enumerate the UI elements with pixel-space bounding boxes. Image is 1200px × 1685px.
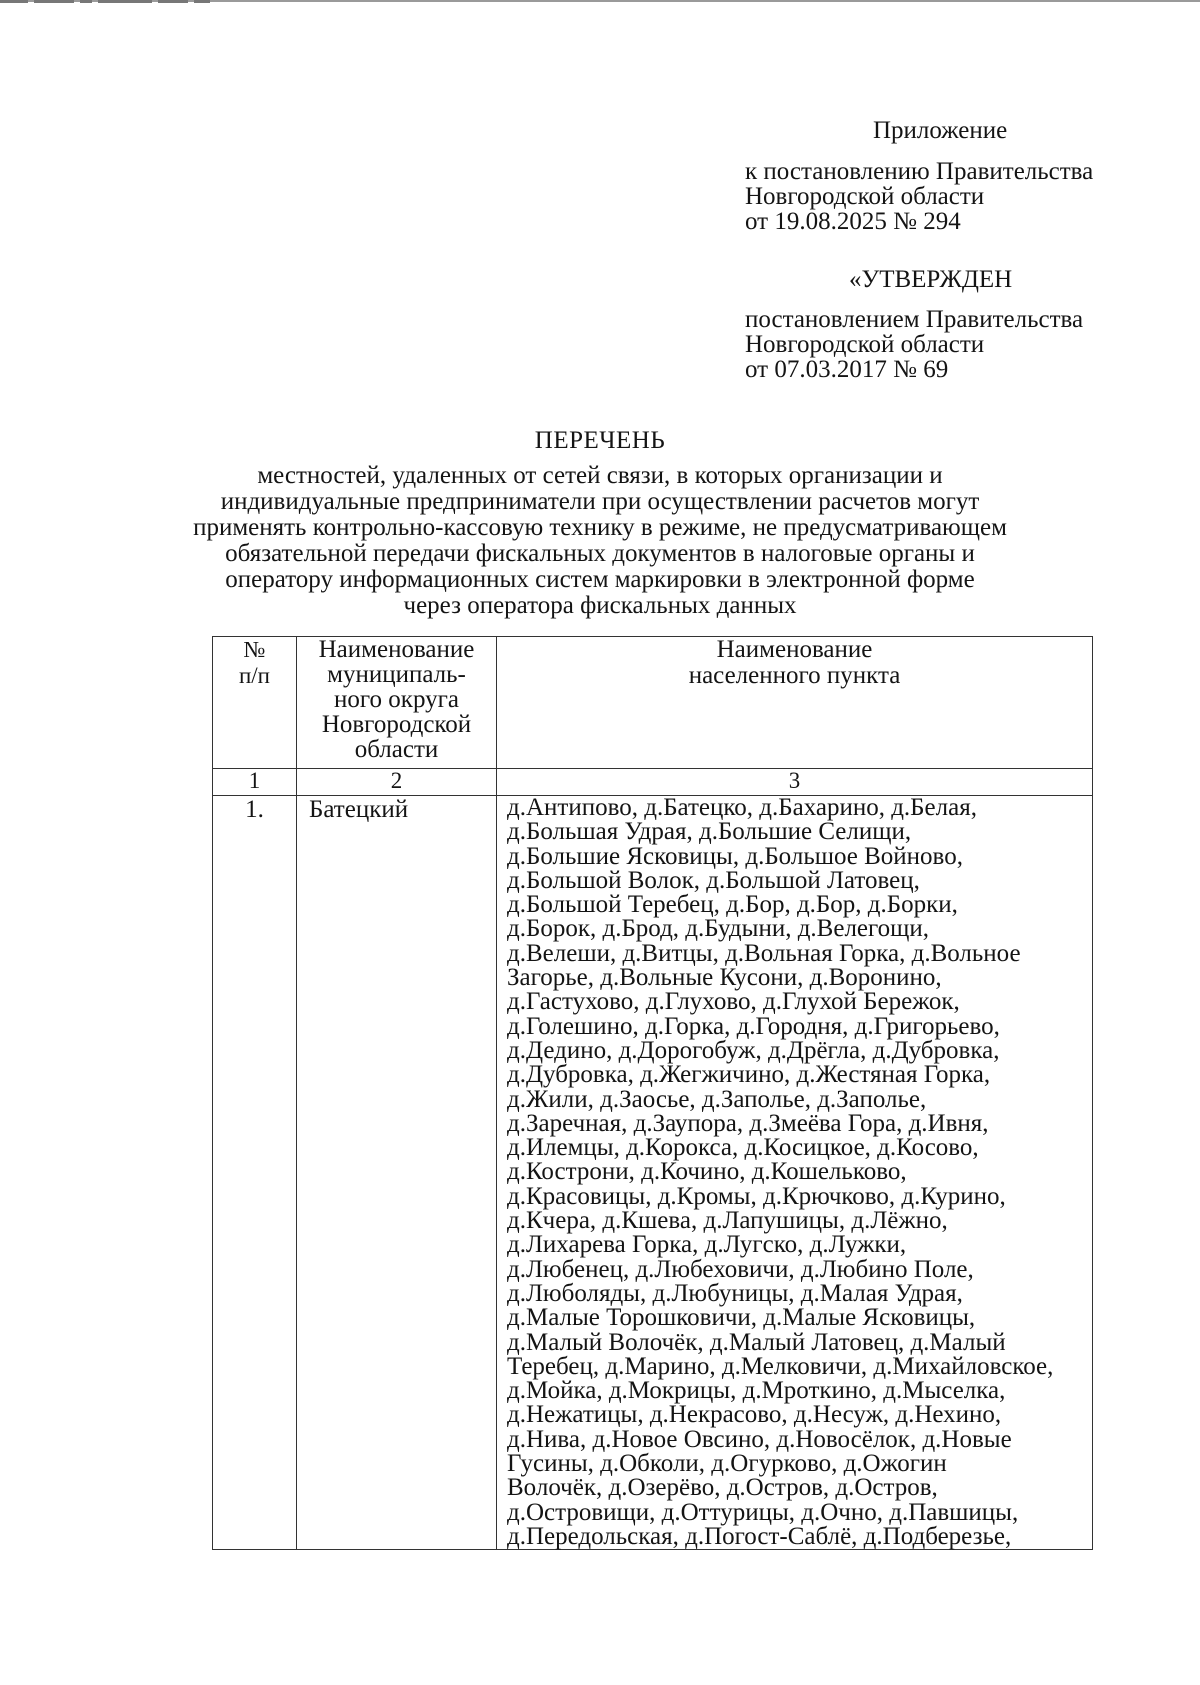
appendix-line: от 19.08.2025 № 294	[745, 208, 961, 235]
settlement-line: д.Антипово, д.Батецко, д.Бахарино, д.Белая,	[507, 794, 977, 821]
header-settlement	[497, 637, 1093, 769]
settlement-line: д.Люболяды, д.Любуницы, д.Малая Удрая,	[507, 1279, 963, 1307]
document-title: ПЕРЕЧЕНЬ	[534, 427, 666, 454]
settlement-line: д.Малые Торошковичи, д.Малые Ясковицы,	[507, 1304, 976, 1332]
column-number: 3	[497, 769, 1093, 796]
appendix-line: Новгородской области	[745, 183, 985, 210]
subtitle-line: местностей, удаленных от сетей связи, в которых организации и	[257, 462, 943, 489]
header-settlement-line: населенного пункта	[688, 662, 901, 689]
approved-title: «УТВЕРЖДЕН	[849, 266, 1013, 293]
header-district	[297, 637, 497, 769]
header-settlement-line: Наименование	[716, 636, 873, 663]
header-district-line: ного округа	[334, 686, 459, 713]
scan-artifact-marks	[0, 0, 260, 4]
row-number: 1.	[213, 796, 297, 1550]
settlement-line: д.Нежатицы, д.Некрасово, д.Несуж, д.Нехино,	[507, 1401, 1002, 1429]
appendix-line: к постановлению Правительства	[745, 158, 1094, 185]
approved-line: от 07.03.2017 № 69	[745, 356, 949, 383]
row-settlements	[497, 796, 1093, 1550]
header-district-line: Наименование	[318, 636, 475, 663]
subtitle-line: обязательной передачи фискальных документов в налоговые органы и	[225, 540, 975, 567]
table-row	[213, 796, 1093, 1550]
document-subtitle	[150, 463, 1050, 619]
column-number-row	[213, 769, 1093, 796]
settlement-line: д.Дубровка, д.Жегжичино, д.Жестяная Горка,	[507, 1061, 991, 1089]
settlement-line: д.Дедино, д.Дорогобуж, д.Дрёгла, д.Дубровка,	[507, 1036, 1000, 1064]
subtitle-line: применять контрольно-кассовую технику в режиме, не предусматривающем	[193, 514, 1007, 541]
settlement-line: д.Гастухово, д.Глухово, д.Глухой Бережок,	[507, 988, 960, 1016]
settlement-line: д.Красовицы, д.Кромы, д.Крючково, д.Курино,	[507, 1182, 1006, 1210]
settlement-line: д.Большие Ясковицы, д.Большое Войново,	[507, 842, 963, 870]
subtitle-line: индивидуальные предприниматели при осуществлении расчетов могут	[220, 488, 980, 515]
settlement-line: Гусины, д.Обколи, д.Огурково, д.Ожогин	[507, 1450, 947, 1478]
settlement-line: д.Борок, д.Брод, д.Будыни, д.Велегощи,	[507, 915, 930, 943]
header-number	[213, 637, 297, 769]
settlement-line: д.Заречная, д.Заупора, д.Змеёва Гора, д.Ивня,	[507, 1109, 989, 1137]
settlement-line: Загорье, д.Вольные Кусони, д.Воронино,	[507, 964, 942, 992]
approved-line: постановлением Правительства	[745, 306, 1084, 333]
approved-line: Новгородской области	[745, 331, 985, 358]
appendix-header	[745, 118, 1165, 382]
header-number-line: п/п	[238, 663, 270, 688]
header-district-line: Новгородской	[321, 711, 472, 738]
header-district-line: области	[354, 736, 439, 763]
subtitle-line: оператору информационных систем маркировки в электронной форме	[225, 566, 975, 593]
settlement-line: д.Мойка, д.Мокрицы, д.Мроткино, д.Мыселка,	[507, 1377, 1006, 1405]
settlement-line: д.Жили, д.Заосье, д.Заполье, д.Заполье,	[507, 1085, 927, 1113]
row-district: Батецкий	[297, 796, 497, 1550]
header-district-line: муниципаль-	[327, 661, 466, 688]
settlement-line: д.Нива, д.Новое Овсино, д.Новосёлок, д.Новые	[507, 1425, 1012, 1453]
settlement-line: д.Большой Волок, д.Большой Латовец,	[507, 866, 920, 894]
settlements-table	[212, 636, 1093, 1550]
settlement-line: д.Большой Теребец, д.Бор, д.Бор, д.Борки,	[507, 891, 958, 919]
header-number-line: №	[243, 637, 266, 662]
table-header-row	[213, 637, 1093, 769]
settlement-line: Теребец, д.Марино, д.Мелковичи, д.Михайловское,	[507, 1352, 1054, 1380]
settlement-line: д.Велеши, д.Витцы, д.Вольная Горка, д.Вольное	[507, 939, 1021, 967]
column-number: 1	[213, 769, 297, 796]
settlement-line: д.Кострони, д.Кочино, д.Кошельково,	[507, 1158, 907, 1186]
settlement-line: д.Илемцы, д.Корокса, д.Косицкое, д.Косово,	[507, 1134, 979, 1162]
subtitle-line: через оператора фискальных данных	[403, 592, 797, 619]
settlement-line: д.Любенец, д.Любеховичи, д.Любино Поле,	[507, 1255, 974, 1283]
settlement-line: д.Островищи, д.Оттурицы, д.Очно, д.Павшицы,	[507, 1498, 1019, 1526]
settlement-line: Волочёк, д.Озерёво, д.Остров, д.Остров,	[507, 1474, 938, 1502]
settlement-line: д.Малый Волочёк, д.Малый Латовец, д.Малый	[507, 1328, 1006, 1356]
settlement-line: д.Лихарева Горка, д.Лугско, д.Лужки,	[507, 1231, 907, 1259]
column-number: 2	[297, 769, 497, 796]
settlement-line: д.Передольская, д.Погост-Саблё, д.Подберезье,	[507, 1522, 1012, 1550]
appendix-title: Приложение	[873, 117, 1008, 144]
settlement-line: д.Кчера, д.Кшева, д.Лапушицы, д.Лёжно,	[507, 1207, 948, 1235]
settlement-line: д.Большая Удрая, д.Большие Селищи,	[507, 818, 912, 846]
settlement-line: д.Голешино, д.Горка, д.Городня, д.Григорьево,	[507, 1012, 1000, 1040]
